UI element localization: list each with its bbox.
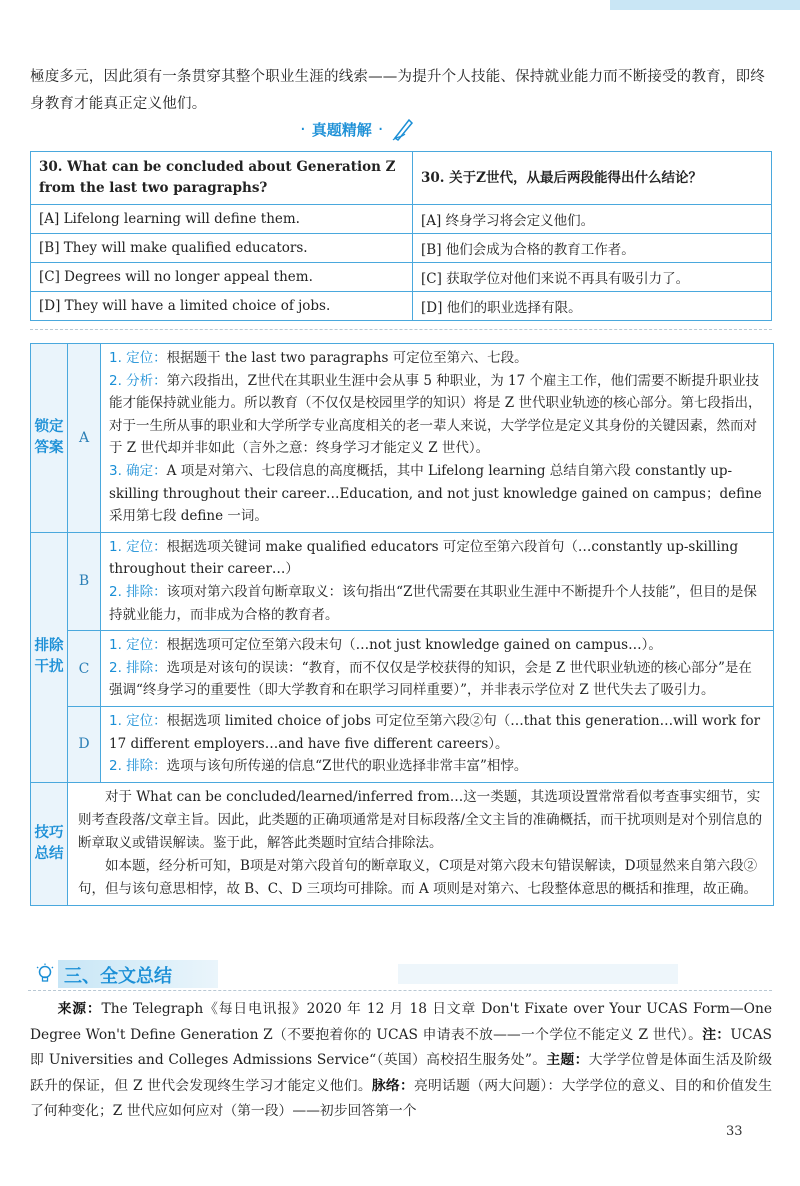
source-text: The Telegraph《每日电讯报》2020 年 12 月 18 日文章 Don't Fixate over Your UCAS Form—One Degree Won't Define Generation Z（不要抱着你的 UCAS 申请表不放——一个学位不能定义 Z 世代）。 [30, 1001, 773, 1043]
theme-label: 主题： [546, 1052, 589, 1068]
item-text: 根据选项 limited choice of jobs 可定位至第六段②句（…that this generation…will work for 17 different employers…and have five different careers）。 [109, 712, 761, 752]
intro-paragraph: 極度多元，因此須有一条贯穿其整个职业生涯的线索——为提升个人技能、保持就业能力而不断接受的教育，即终身教育才能真正定义他们。 [30, 69, 765, 112]
item-label: 2. 排除： [109, 583, 167, 600]
summary-paragraph [30, 997, 772, 1125]
option-en: [D] They will have a limited choice of jobs. [31, 292, 413, 321]
tips-content [68, 783, 773, 905]
tip-paragraph: 如本题，经分析可知，B项是对第六段首句的断章取义，C项是对第六段末句错误解读，D项显然来自第六段②句，但与该句意思相悖，故 B、C、D 三项均可排除。而 A 项则是对第六、七段整体意思的概括和推理，故正确。 [78, 857, 758, 897]
option-zh: [C] 获取学位对他们来说不再具有吸引力了。 [413, 263, 772, 292]
item-label: 1. 定位： [109, 712, 167, 729]
exclude-content [101, 631, 773, 706]
exclude-row-c [68, 630, 773, 706]
context-label: 脉络： [371, 1077, 415, 1094]
note-text: UCAS 即 Universities and Colleges Admissions Service“（英国）高校招生服务处”。 [30, 1026, 772, 1068]
source-label: 来源： [57, 1001, 102, 1017]
dot-icon: · [300, 118, 306, 140]
lock-answer-row [31, 344, 773, 532]
item-label: 2. 排除： [109, 659, 167, 676]
answer-letter: A [68, 344, 101, 532]
summary-header [28, 960, 772, 991]
item-text: 该项对第六段首句断章取义：该句指出“Z世代需要在其职业生涯中不断提升个人技能”，但目的是保持就业能力，而非成为合格的教育者。 [109, 583, 757, 623]
item-text: 根据题干 the last two paragraphs 可定位至第六、七段。 [166, 350, 528, 366]
lock-content [101, 344, 773, 532]
question-row [31, 152, 772, 205]
option-letter: C [68, 631, 101, 706]
item-label: 3. 确定： [109, 462, 167, 479]
option-row [31, 234, 772, 263]
exclude-content [101, 707, 773, 782]
category-label: 锁定 答案 [31, 344, 68, 532]
item-text: A 项是对第六、七段信息的高度概括，其中 Lifelong learning 总结自第六段 constantly up-skilling throughout their career…Education, and not just knowledge gained on campus；define 采用第七段 define 一词。 [109, 462, 762, 525]
option-en: [B] They will make qualified educators. [31, 234, 413, 263]
item-label: 2. 分析： [109, 372, 167, 389]
question-zh: 30. 关于Z世代，从最后两段能得出什么结论？ [413, 152, 772, 205]
option-letter: B [68, 533, 101, 630]
option-row [31, 263, 772, 292]
option-zh: [D] 他们的职业选择有限。 [413, 292, 772, 321]
lightbulb-icon [34, 963, 56, 985]
option-zh: [B] 他们会成为合格的教育工作者。 [413, 234, 772, 263]
section-title [300, 116, 415, 142]
exclude-group [31, 532, 773, 782]
exclude-row-b [68, 533, 773, 630]
option-row [31, 292, 772, 321]
top-decor-bar [610, 0, 800, 10]
item-label: 1. 定位： [109, 350, 167, 366]
item-label: 1. 定位： [109, 637, 167, 654]
dot-icon: · [377, 118, 384, 140]
option-zh: [A] 终身学习将会定义他们。 [413, 205, 772, 234]
option-row [31, 205, 772, 234]
summary-title: 三、全文总结 [64, 966, 172, 987]
exclude-content [101, 533, 773, 630]
item-text: 选项是对该句的误读：“教育，而不仅仅是学校获得的知识，会是 Z 世代职业轨迹的核心部分”是在强调“终身学习的重要性（即大学教育和在职学习同样重要）”，并非表示学位对 Z 世代失去了吸引力。 [109, 659, 752, 699]
option-letter: D [68, 707, 101, 782]
question-en: 30. What can be concluded about Generation Z from the last two paragraphs? [31, 152, 413, 205]
question-table [30, 151, 772, 321]
analysis-table [30, 343, 774, 906]
note-label: 注： [702, 1026, 731, 1043]
item-label: 1. 定位： [109, 538, 167, 555]
option-en: [C] Degrees will no longer appeal them. [31, 263, 413, 292]
item-label: 2. 排除： [109, 758, 167, 775]
section-title-text: 真题精解 [311, 120, 372, 139]
tips-row [31, 782, 773, 905]
item-text: 第六段指出，Z世代在其职业生涯中会从事 5 种职业，为 17 个雇主工作，他们需要不断提升职业技能才能保持就业能力。所以教育（不仅仅是校园里学的知识）将是 Z 世代职业轨迹的核心部分。第七段指出，对于一生所从事的职业和大学所学专业高度相关的老一辈人来说，大学学位是定义其身份的关键因素，然而对于 Z 世代却并非如此（言外之意：终身学习才能定义 Z 世代）。 [109, 372, 762, 457]
item-text: 根据选项关键词 make qualified educators 可定位至第六段首句（…constantly up-skilling throughout their career…） [109, 538, 739, 578]
summary-band-light [398, 964, 678, 984]
theme-text: 大学学位曾是体面生活及阶级跃升的保证，但 Z 世代会发现终生学习才能定义他们。 [30, 1052, 772, 1094]
pen-icon [389, 116, 415, 142]
item-text: 选项与该句所传递的信息“Z世代的职业选择非常丰富”相悖。 [166, 758, 528, 775]
category-label: 排除 干扰 [31, 533, 68, 782]
option-en: [A] Lifelong learning will define them. [31, 205, 413, 234]
tip-paragraph: 对于 What can be concluded/learned/inferred from…这一类题，其选项设置常常看似考查事实细节，实则考查段落/文章主旨。因此，此类题的正确项通常是对目标段落/全文主旨的准确概括，而干扰项则是对个别信息的断章取义或错误解读。鉴于此，解答此类题时宜结合排除法。 [78, 788, 763, 851]
page-number: 33 [726, 1124, 743, 1139]
item-text: 根据选项可定位至第六段末句（…not just knowledge gained on campus…）。 [166, 637, 662, 654]
divider [30, 329, 772, 330]
exclude-row-d [68, 706, 773, 782]
category-label: 技巧 总结 [31, 783, 68, 905]
context-text: 亮明话题（两大问题）：大学学位的意义、目的和价值发生了何种变化；Z 世代应如何应对（第一段）——初步回答第一个 [30, 1077, 773, 1119]
